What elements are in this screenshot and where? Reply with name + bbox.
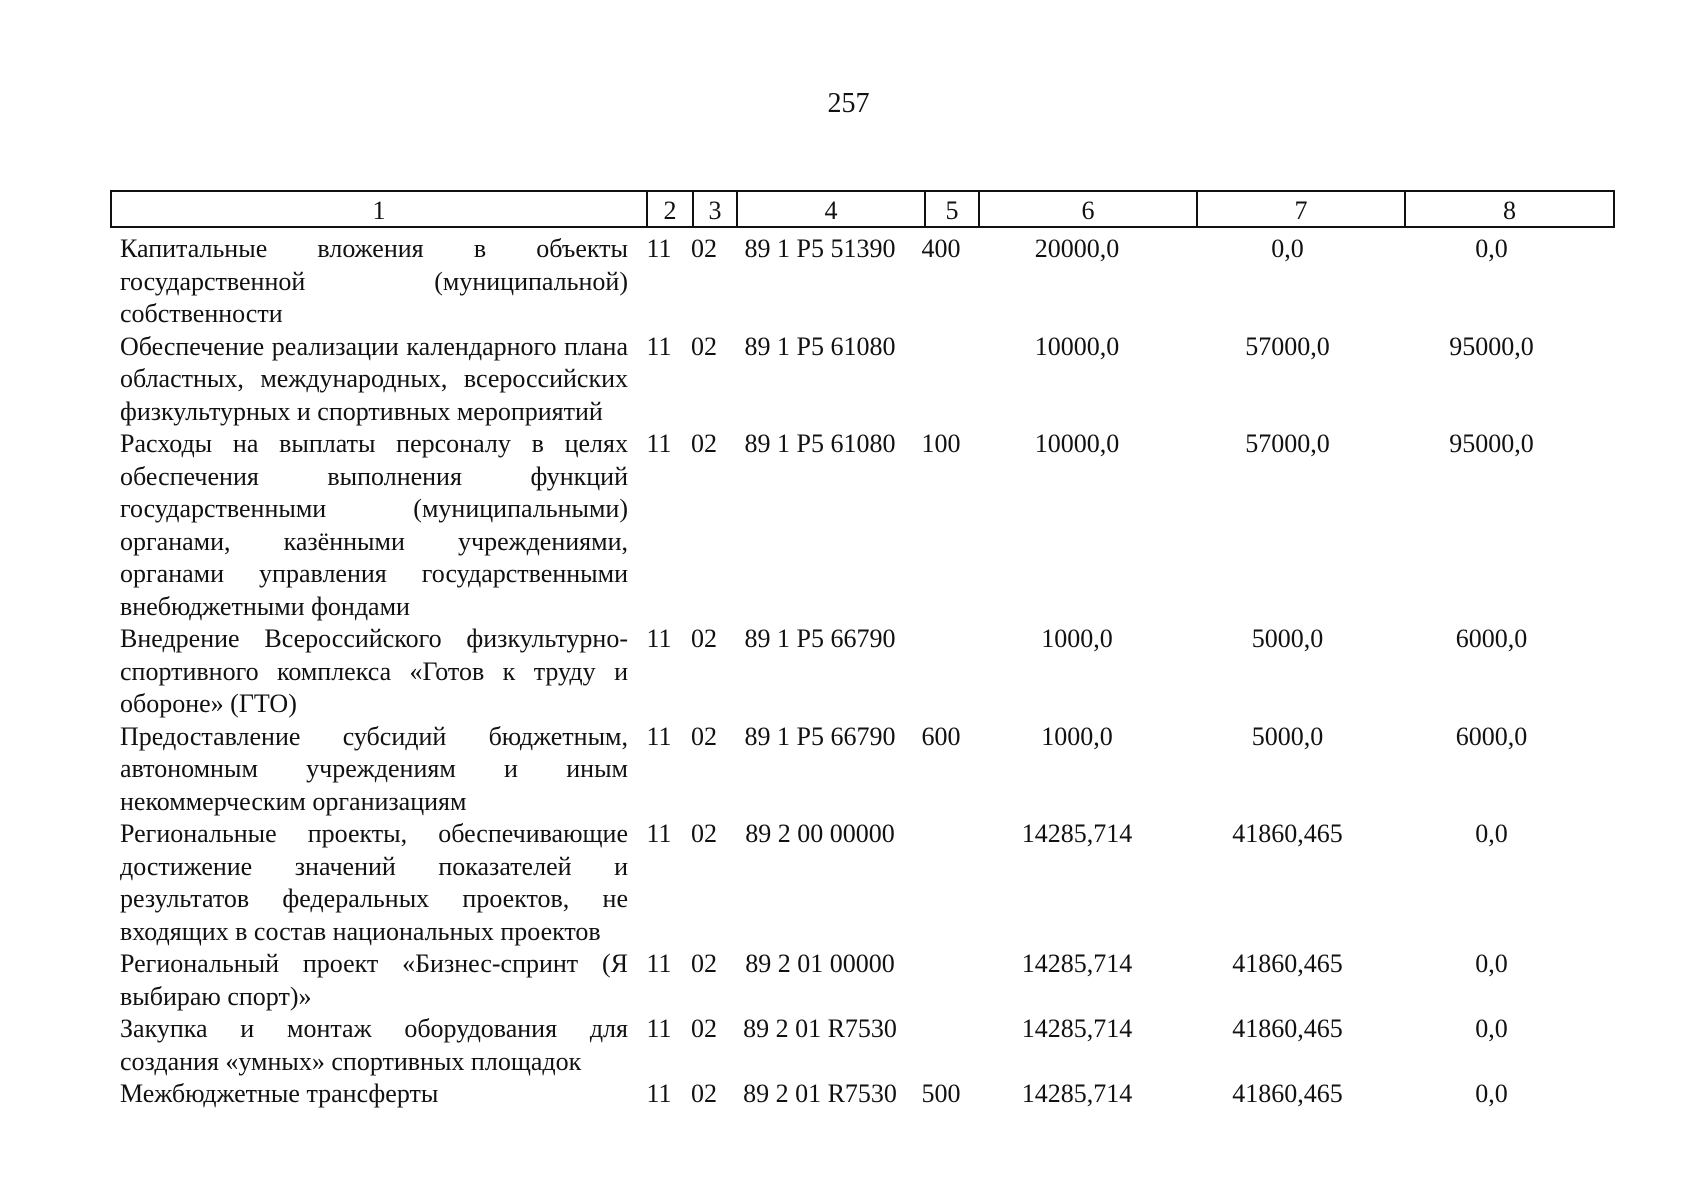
row-name: Региональный проект «Бизнес-спринт (Я выбираю спорт)» xyxy=(120,949,628,1011)
row-amount-1: 20000,0 xyxy=(1034,234,1120,263)
table-row xyxy=(110,818,1613,948)
row-subsection: 02 xyxy=(691,819,717,848)
row-amount-1: 14285,714 xyxy=(1021,1014,1133,1043)
row-amount-1: 10000,0 xyxy=(1034,331,1120,361)
row-section: 11 xyxy=(646,624,672,653)
header-col-7: 7 xyxy=(1197,191,1405,227)
table-row xyxy=(110,948,1613,1013)
row-subsection: 02 xyxy=(691,1014,717,1043)
row-name: Региональные проекты, обеспечивающие достижение значений показателей и результатов федеральных проектов, не входящих в состав национальных проектов xyxy=(120,819,628,946)
row-amount-1: 1000,0 xyxy=(1041,721,1113,751)
table-row xyxy=(110,233,1613,331)
row-subsection: 02 xyxy=(691,721,717,751)
row-amount-1: 10000,0 xyxy=(1034,429,1120,458)
page-number: 257 xyxy=(827,88,870,119)
row-target-code: 89 1 P5 66790 xyxy=(744,721,896,751)
row-expense-type: 400 xyxy=(921,234,961,263)
row-subsection: 02 xyxy=(691,234,717,263)
table-body xyxy=(110,233,1613,1111)
row-section: 11 xyxy=(646,234,672,263)
row-target-code: 89 1 P5 51390 xyxy=(744,234,896,263)
table-header xyxy=(110,190,1615,228)
row-amount-2: 5000,0 xyxy=(1251,721,1324,751)
row-section: 11 xyxy=(646,819,672,848)
row-name: Закупка и монтаж оборудования для создания «умных» спортивных площадок xyxy=(120,1014,628,1076)
row-subsection: 02 xyxy=(691,1079,717,1108)
row-expense-type: 600 xyxy=(921,721,961,751)
row-amount-3: 6000,0 xyxy=(1455,721,1528,751)
row-subsection: 02 xyxy=(691,624,717,653)
row-expense-type: 500 xyxy=(921,1079,961,1108)
row-amount-2: 57000,0 xyxy=(1245,331,1330,361)
row-amount-3: 95000,0 xyxy=(1449,429,1534,458)
row-amount-2: 57000,0 xyxy=(1245,429,1330,458)
row-target-code: 89 1 P5 61080 xyxy=(744,331,896,361)
row-name: Капитальные вложения в объекты государственной (муниципальной) собственности xyxy=(120,234,628,328)
row-target-code: 89 2 01 00000 xyxy=(745,949,895,978)
row-name: Межбюджетные трансферты xyxy=(120,1079,439,1108)
row-amount-2: 41860,465 xyxy=(1232,1079,1343,1108)
row-amount-2: 5000,0 xyxy=(1251,624,1324,653)
table-row xyxy=(110,1078,1613,1111)
row-amount-3: 95000,0 xyxy=(1449,331,1534,361)
row-target-code: 89 1 P5 66790 xyxy=(744,624,896,653)
row-name: Предоставление субсидий бюджетным, автономным учреждениям и иным некоммерческим организациям xyxy=(120,721,628,816)
row-section: 11 xyxy=(646,949,672,978)
row-target-code: 89 1 P5 61080 xyxy=(744,429,896,458)
row-section: 11 xyxy=(646,429,672,458)
row-subsection: 02 xyxy=(691,331,717,361)
header-col-2: 2 xyxy=(647,191,693,227)
table-row xyxy=(110,721,1613,819)
row-amount-2: 0,0 xyxy=(1271,234,1304,263)
row-amount-1: 14285,714 xyxy=(1021,1079,1133,1108)
row-subsection: 02 xyxy=(691,429,717,458)
row-section: 11 xyxy=(646,331,672,361)
header-col-3: 3 xyxy=(693,191,737,227)
row-name: Внедрение Всероссийского физкультурно-спортивного комплекса «Готов к труду и обороне» (ГТО) xyxy=(120,624,628,718)
row-subsection: 02 xyxy=(691,949,717,978)
row-amount-2: 41860,465 xyxy=(1232,949,1343,978)
header-col-6: 6 xyxy=(979,191,1197,227)
row-amount-1: 1000,0 xyxy=(1041,624,1113,653)
row-amount-1: 14285,714 xyxy=(1021,949,1133,978)
header-col-4: 4 xyxy=(737,191,925,227)
table-row xyxy=(110,623,1613,721)
row-amount-3: 0,0 xyxy=(1475,1079,1508,1108)
row-expense-type: 100 xyxy=(921,429,961,458)
header-col-5: 5 xyxy=(925,191,979,227)
row-amount-3: 0,0 xyxy=(1475,1014,1508,1043)
row-section: 11 xyxy=(646,1079,672,1108)
row-name: Расходы на выплаты персоналу в целях обеспечения выполнения функций государственными (муниципальными) органами, казёнными учреждениями, органами управления государственными внебюджетными фондами xyxy=(120,429,628,621)
row-amount-2: 41860,465 xyxy=(1232,1014,1343,1043)
row-section: 11 xyxy=(646,721,672,751)
row-section: 11 xyxy=(646,1014,672,1043)
row-target-code: 89 2 01 R7530 xyxy=(743,1014,897,1043)
row-amount-3: 0,0 xyxy=(1475,819,1508,848)
row-amount-2: 41860,465 xyxy=(1232,819,1343,848)
row-target-code: 89 2 00 00000 xyxy=(745,819,895,848)
row-amount-1: 14285,714 xyxy=(1021,819,1133,848)
row-amount-3: 0,0 xyxy=(1475,949,1508,978)
table-row xyxy=(110,1013,1613,1078)
row-target-code: 89 2 01 R7530 xyxy=(743,1079,897,1108)
header-col-1: 1 xyxy=(111,191,647,227)
row-amount-3: 6000,0 xyxy=(1455,624,1528,653)
table-row xyxy=(110,331,1613,429)
table-row xyxy=(110,428,1613,623)
row-name: Обеспечение реализации календарного плана областных, международных, всероссийских физкультурных и спортивных мероприятий xyxy=(120,331,628,426)
row-amount-3: 0,0 xyxy=(1475,234,1508,263)
header-col-8: 8 xyxy=(1405,191,1614,227)
